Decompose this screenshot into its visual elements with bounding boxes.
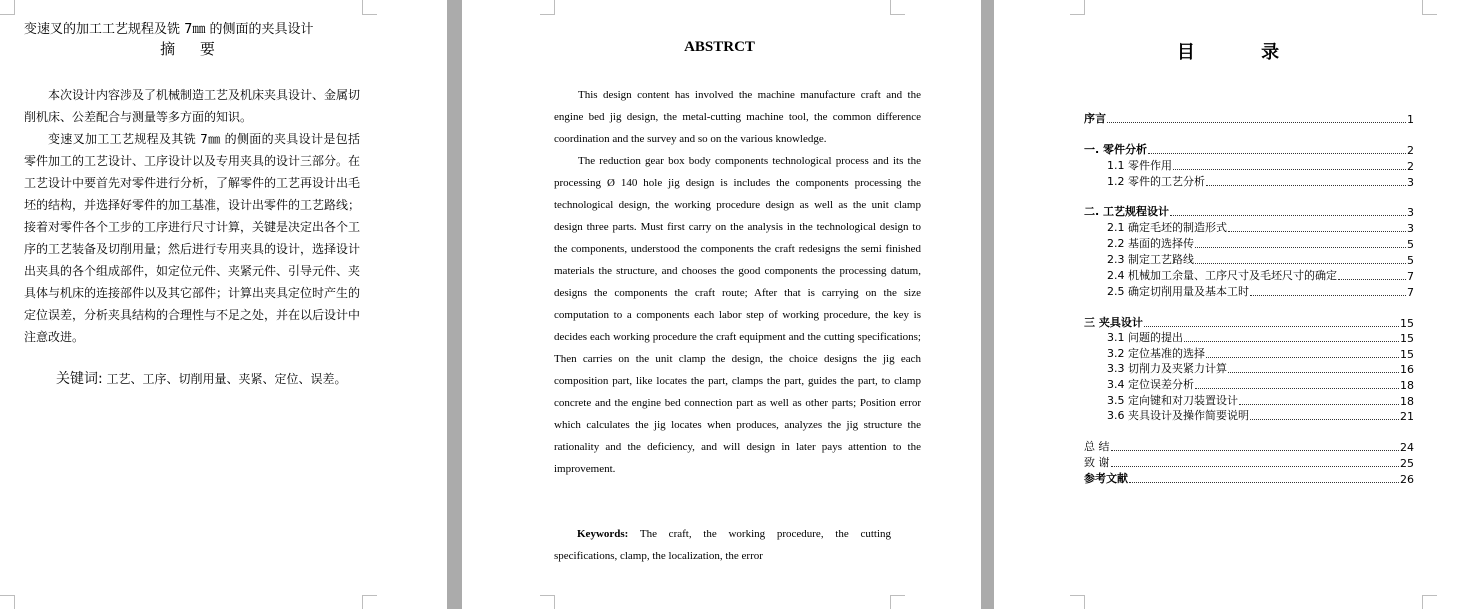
- toc-leader-dots: [1250, 295, 1406, 296]
- toc-entry-page: 5: [1407, 254, 1414, 267]
- toc-entry[interactable]: [1084, 456, 1414, 470]
- toc-entry[interactable]: [1107, 221, 1414, 235]
- toc-leader-dots: [1195, 247, 1406, 248]
- toc-entry-page: 7: [1407, 286, 1414, 299]
- abstract-body-english: [554, 84, 921, 480]
- toc-entry-page: 15: [1400, 332, 1414, 345]
- toc-leader-dots: [1228, 231, 1406, 232]
- toc-entry[interactable]: [1084, 112, 1414, 126]
- toc-leader-dots: [1239, 404, 1399, 405]
- toc-entry[interactable]: [1107, 331, 1414, 345]
- toc-leader-dots: [1184, 341, 1399, 342]
- toc-entry[interactable]: [1107, 394, 1414, 408]
- toc-entry-title: 致 谢: [1084, 456, 1110, 469]
- abstract-title: 摘 要: [160, 40, 225, 58]
- toc-entry-page: 3: [1407, 206, 1414, 219]
- margin-mark: [362, 0, 377, 15]
- toc-entry[interactable]: [1084, 440, 1414, 454]
- toc-entry[interactable]: [1107, 175, 1414, 189]
- toc-entry-page: 2: [1407, 144, 1414, 157]
- toc-entry[interactable]: [1107, 237, 1414, 251]
- toc-entry-page: 3: [1407, 222, 1414, 235]
- toc-entry-page: 1: [1407, 113, 1414, 126]
- toc-entry-page: 18: [1400, 379, 1414, 392]
- toc-entry-title: 3.3 切削力及夹紧力计算: [1107, 362, 1227, 375]
- toc-entry-title: 3.4 定位误差分析: [1107, 378, 1194, 391]
- margin-mark: [1422, 0, 1437, 15]
- toc-leader-dots: [1195, 263, 1406, 264]
- keywords-text: 工艺、工序、切削用量、夹紧、定位、误差。: [106, 372, 347, 386]
- toc-entry-title: 3.5 定向键和对刀装置设计: [1107, 394, 1238, 407]
- toc-entry-title: 2.3 制定工艺路线: [1107, 253, 1194, 266]
- toc-entry-title: 3.1 问题的提出: [1107, 331, 1183, 344]
- toc-entry[interactable]: [1084, 205, 1414, 219]
- toc-entry-page: 3: [1407, 176, 1414, 189]
- toc-entry-page: 7: [1407, 270, 1414, 283]
- toc-entry[interactable]: [1107, 285, 1414, 299]
- toc-leader-dots: [1206, 185, 1406, 186]
- toc-entry-page: 25: [1400, 457, 1414, 470]
- toc-entry-title: 3.2 定位基准的选择: [1107, 347, 1205, 360]
- toc-entry[interactable]: [1084, 143, 1414, 157]
- toc-entry[interactable]: [1107, 269, 1414, 283]
- toc-leader-dots: [1129, 482, 1399, 483]
- toc-entry-page: 2: [1407, 160, 1414, 173]
- toc-entry-page: 21: [1400, 410, 1414, 423]
- toc-entry[interactable]: [1107, 378, 1414, 392]
- margin-mark: [1070, 0, 1085, 15]
- toc-entry-page: 16: [1400, 363, 1414, 376]
- toc-leader-dots: [1107, 122, 1406, 123]
- margin-mark: [1422, 595, 1437, 609]
- toc-leader-dots: [1111, 466, 1400, 467]
- toc-entry[interactable]: [1107, 159, 1414, 173]
- toc-entry-title: 2.4 机械加工余量、工序尺寸及毛坯尺寸的确定: [1107, 269, 1337, 282]
- toc-leader-dots: [1250, 419, 1399, 420]
- margin-mark: [890, 595, 905, 609]
- toc-leader-dots: [1173, 169, 1406, 170]
- toc-entry[interactable]: [1107, 409, 1414, 423]
- paragraph: The reduction gear box body components technological process and its the processing Ø 140 hole jig design is includes the components processing the technological design, the working procedure design as well as the unit clamp design three parts. Must first carry on the analysis in the technological design to the components, understood the components the craft redesigns the semi finished materials the structure, and chooses the good components the processing datum, designs the components the craft route; After that is carrying on the size computation to a components each labor step of working procedure, the key is decides each working procedure the craft equipment and the cutting specifications; Then carries on the unit clamp the design, the choice designs the jig each composition part, like locates the part, clamps the part, guides the part, to clamp concrete and the engine bed connection part as well as other parts; Position error which calculates the jig locates when produces, analyzes the jig structure the rationality and the deficiency, and will design in later pays attention to the improvement.: [554, 155, 921, 475]
- toc-leader-dots: [1206, 357, 1399, 358]
- toc-entry-page: 5: [1407, 238, 1414, 251]
- toc-entry[interactable]: [1084, 316, 1414, 330]
- page-abstract-chinese: [0, 0, 447, 609]
- toc-entry-title: 参考文献: [1084, 472, 1128, 485]
- margin-mark: [540, 595, 555, 609]
- keywords-english: [554, 523, 891, 567]
- document-header: 变速叉的加工工艺规程及铣 7㎜ 的侧面的夹具设计: [24, 22, 314, 37]
- toc-leader-dots: [1111, 450, 1400, 451]
- margin-mark: [362, 595, 377, 609]
- toc-entry-title: 二. 工艺规程设计: [1084, 205, 1170, 218]
- margin-mark: [1070, 595, 1085, 609]
- toc-leader-dots: [1170, 215, 1406, 216]
- toc-entry-page: 15: [1400, 317, 1414, 330]
- toc-leader-dots: [1195, 388, 1399, 389]
- toc-leader-dots: [1144, 326, 1399, 327]
- paragraph: 本次设计内容涉及了机械制造工艺及机床夹具设计、金属切削机床、公差配合与测量等多方面的知识。: [24, 88, 361, 124]
- toc-entry[interactable]: [1107, 347, 1414, 361]
- paragraph: 变速叉加工工艺规程及其铣 7㎜ 的侧面的夹具设计是包括零件加工的工艺设计、工序设计以及专用夹具的设计三部分。在工艺设计中要首先对零件进行分析，了解零件的工艺再设计出毛坯的结构，并选择好零件的加工基准，设计出零件的工艺路线；接着对零件各个工步的工序进行尺寸计算，关键是决定出各个工序的工艺装备及切削用量；然后进行专用夹具的设计，选择设计出夹具的各个组成部件，如定位元件、夹紧元件、引导元件、夹具体与机床的连接部件以及其它部件；计算出夹具定位时产生的定位误差，分析夹具结构的合理性与不足之处，并在以后设计中注意改进。: [24, 132, 361, 344]
- toc-entry-title: 总 结: [1084, 440, 1110, 453]
- toc-entry[interactable]: [1107, 253, 1414, 267]
- toc-entry-title: 三 夹具设计: [1084, 316, 1143, 329]
- toc-entry-title: 一. 零件分析: [1084, 143, 1148, 156]
- toc-entry[interactable]: [1084, 472, 1414, 486]
- toc-entry-title: 序言: [1084, 112, 1106, 125]
- margin-mark: [0, 595, 15, 609]
- abstract-body: [24, 84, 360, 348]
- toc-leader-dots: [1228, 372, 1399, 373]
- keywords-text: The craft, the working procedure, the cutting specifications, clamp, the localization, the error: [554, 528, 891, 562]
- page-table-of-contents: [994, 0, 1468, 609]
- keywords-label: Keywords:: [577, 528, 629, 540]
- toc-leader-dots: [1338, 279, 1406, 280]
- toc-entry[interactable]: [1107, 362, 1414, 376]
- margin-mark: [540, 0, 555, 15]
- margin-mark: [890, 0, 905, 15]
- toc-entry-page: 24: [1400, 441, 1414, 454]
- toc-entry-page: 18: [1400, 395, 1414, 408]
- toc-entry-page: 15: [1400, 348, 1414, 361]
- toc-entry-title: 3.6 夹具设计及操作简要说明: [1107, 409, 1249, 422]
- toc-leader-dots: [1148, 153, 1406, 154]
- margin-mark: [0, 0, 15, 15]
- toc-entry-title: 1.2 零件的工艺分析: [1107, 175, 1205, 188]
- toc-title: 目 录: [1176, 42, 1310, 63]
- toc-entry-page: 26: [1400, 473, 1414, 486]
- abstract-title-english: ABSTRCT: [684, 39, 755, 55]
- toc-entry-title: 1.1 零件作用: [1107, 159, 1172, 172]
- toc-entry-title: 2.1 确定毛坯的制造形式: [1107, 221, 1227, 234]
- keywords: [56, 368, 347, 388]
- paragraph: This design content has involved the machine manufacture craft and the engine bed jig design, the metal-cutting machine tool, the common difference coordination and the survey and so on the various knowledge.: [554, 89, 921, 145]
- toc-entry-title: 2.2 基面的选择传: [1107, 237, 1194, 250]
- toc-entry-title: 2.5 确定切削用量及基本工时: [1107, 285, 1249, 298]
- keywords-label: 关键词:: [56, 371, 103, 387]
